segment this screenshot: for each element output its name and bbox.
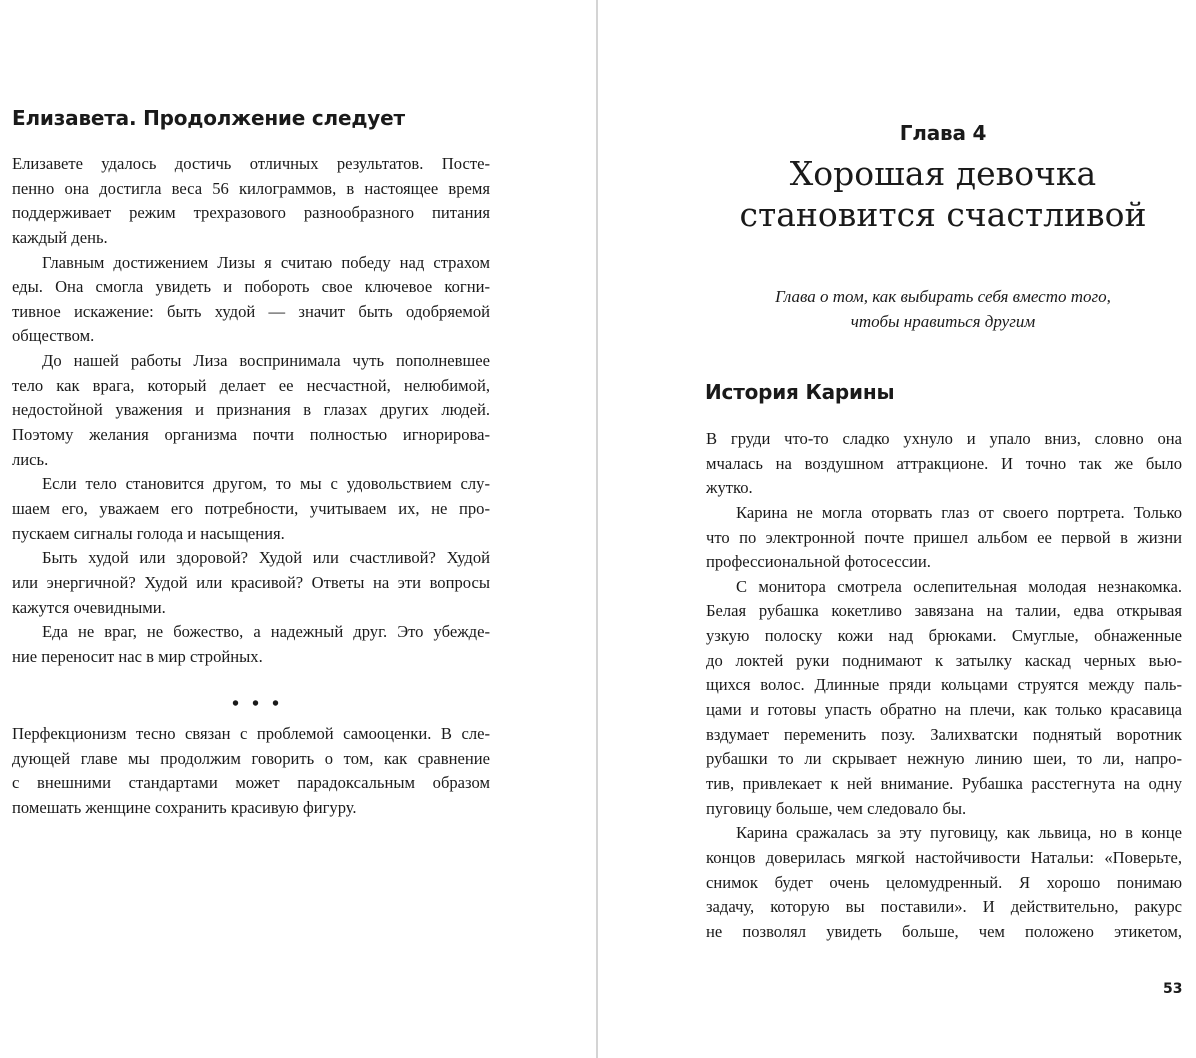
text-line: поддерживает режим трехразового разнообразного питания xyxy=(12,203,490,223)
text-line: Если тело становится другом, то мы с удовольствием слу- xyxy=(42,474,490,494)
page-gutter-divider xyxy=(596,0,598,1058)
text-line: С монитора смотрела ослепительная молодая незнакомка. xyxy=(736,576,1182,596)
text-line: помешать женщине сохранить красивую фигуру. xyxy=(12,797,357,817)
text-line: с внешними стандартами может парадоксальным образом xyxy=(12,773,490,793)
right-section-heading: История Карины xyxy=(705,380,895,404)
text-line: еды. Она смогла увидеть и побороть свое ключевое когни- xyxy=(12,277,490,297)
left-body-text-continued xyxy=(12,722,490,821)
text-line: до локтей руки поднимают к затылку каскад черных вью- xyxy=(706,650,1182,670)
text-line: пенно она достигла веса 56 килограммов, в настоящее время xyxy=(12,178,490,198)
text-line: лись. xyxy=(12,449,49,469)
text-line: что по электронной почте пришел альбом ее первой в жизни xyxy=(706,527,1182,547)
text-line: рубашки то ли скрывает нежную линию шеи, то ли, напро- xyxy=(706,749,1182,769)
text-line: В груди что-то сладко ухнуло и упало вниз, словно она xyxy=(706,429,1182,448)
chapter-subtitle-line: Глава о том, как выбирать себя вместо того, xyxy=(775,287,1111,306)
text-line: снимок будет очень целомудренный. Я хорошо понимаю xyxy=(706,872,1182,892)
text-line: задачу, которую вы поставили». И действительно, ракурс xyxy=(706,897,1182,917)
text-line: обществом. xyxy=(12,326,95,346)
text-line: цами и готовы упасть обратно на плечи, как только красавица xyxy=(706,700,1182,720)
text-line: профессиональной фотосессии. xyxy=(706,552,931,572)
text-line: тивное искажение: быть худой — значит быть одобряемой xyxy=(12,301,490,321)
text-line: тело как врага, который делает ее несчастной, нелюбимой, xyxy=(12,375,490,395)
text-line: ние переносит нас в мир стройных. xyxy=(12,646,263,666)
text-line: вздумает переменить позу. Залихватски поднятый воротник xyxy=(706,724,1182,744)
text-line: концов доверилась мягкой настойчивости Натальи: «Поверьте, xyxy=(706,847,1182,867)
text-line: Перфекционизм тесно связан с проблемой самооценки. В сле- xyxy=(12,724,490,743)
text-line: Поэтому желания организма почти полностью игнорирова- xyxy=(12,425,490,445)
chapter-title xyxy=(660,153,1196,235)
text-line: До нашей работы Лиза воспринимала чуть пополневшее xyxy=(42,351,490,371)
text-line: Белая рубашка кокетливо завязана на талии, едва открывая xyxy=(706,601,1182,621)
text-line: или энергичной? Худой или красивой? Ответы на эти вопросы xyxy=(12,572,490,592)
text-line: кажутся очевидными. xyxy=(12,597,166,617)
text-line: пуговицу больше, чем следовало бы. xyxy=(706,798,967,818)
text-line: дующей главе мы продолжим говорить о том, как сравнение xyxy=(12,748,490,768)
text-line: не позволял увидеть больше, чем положено этикетом, xyxy=(706,921,1182,941)
chapter-subtitle-line: чтобы нравиться другим xyxy=(850,312,1036,331)
text-line: Карина не могла оторвать глаз от своего портрета. Только xyxy=(736,502,1182,522)
right-body-text xyxy=(706,427,1182,944)
text-line: узкую полоску кожи над брюками. Смуглые, обнаженные xyxy=(706,626,1182,646)
text-line: тив, привлекает к ней внимание. Рубашка расстегнута на одну xyxy=(706,773,1182,793)
chapter-label: Глава 4 xyxy=(899,121,987,145)
text-line: Еда не враг, не божество, а надежный друг. Это убежде- xyxy=(42,622,490,642)
text-line: Елизавете удалось достичь отличных результатов. Посте- xyxy=(12,154,490,173)
left-section-heading: Елизавета. Продолжение следует xyxy=(12,106,405,130)
text-line: Карина сражалась за эту пуговицу, как львица, но в конце xyxy=(736,823,1182,843)
chapter-subtitle xyxy=(660,284,1196,334)
text-line: жутко. xyxy=(706,478,753,498)
text-line: недостойной уважения и признания в глазах других людей. xyxy=(12,400,490,420)
text-line: Главным достижением Лизы я считаю победу над страхом xyxy=(42,252,490,272)
text-line: каждый день. xyxy=(12,227,108,247)
text-line: мчалась на воздушном аттракционе. И точно так же было xyxy=(706,453,1182,473)
section-separator: • • • xyxy=(232,693,284,715)
chapter-title-line: Хорошая девочка xyxy=(789,154,1097,193)
chapter-title-line: становится счастливой xyxy=(739,195,1147,234)
text-line: щихся волос. Длинные пряди кольцами струятся между паль- xyxy=(706,675,1182,695)
text-line: Быть худой или здоровой? Худой или счастливой? Худой xyxy=(42,548,490,568)
page-number: 53 xyxy=(1163,981,1183,997)
text-line: пускаем сигналы голода и насыщения. xyxy=(12,523,285,543)
left-body-text xyxy=(12,152,490,669)
text-line: шаем его, уважаем его потребности, учитываем их, не про- xyxy=(12,498,490,518)
